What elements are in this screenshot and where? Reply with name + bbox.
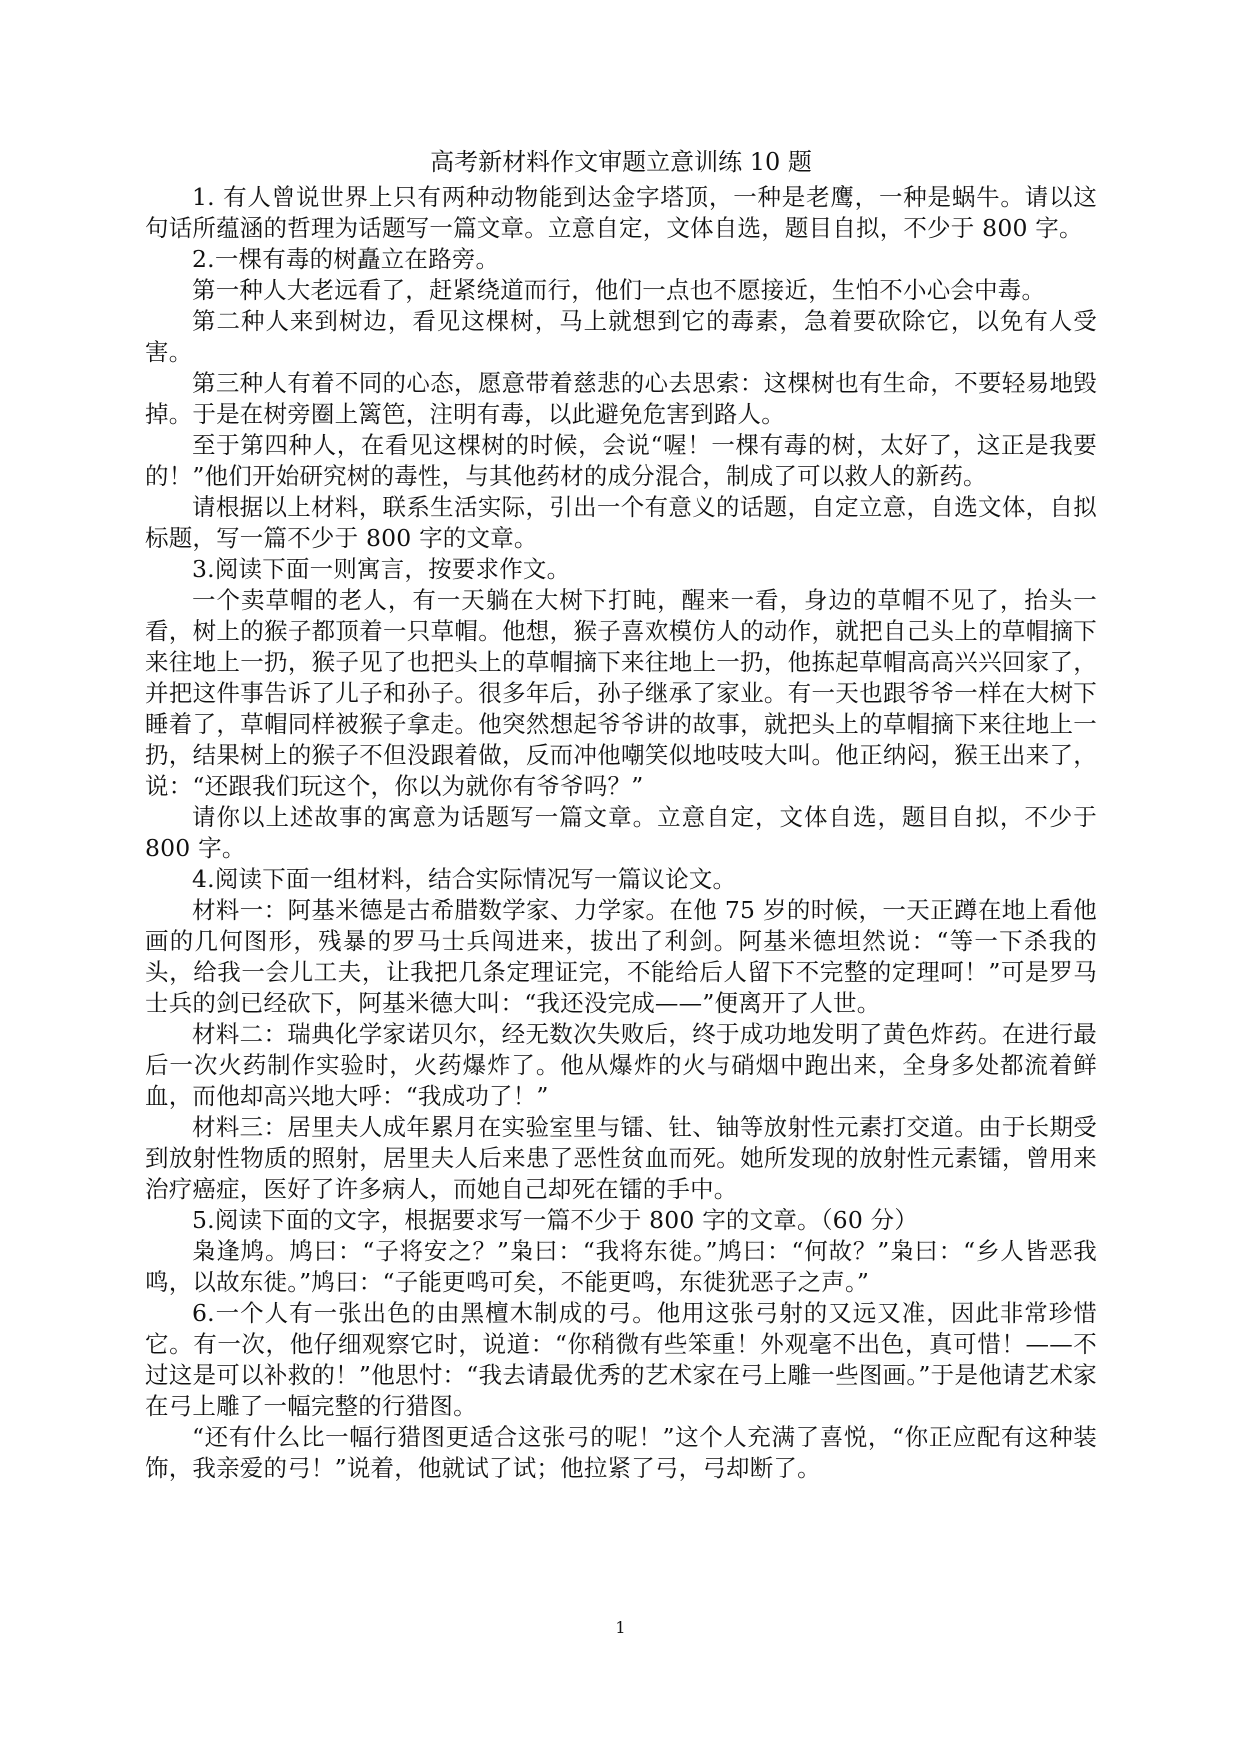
question-5-intro: 5.阅读下面的文字，根据要求写一篇不少于 800 字的文章。（60 分） — [192, 1206, 919, 1234]
question-3-requirement: 请你以上述故事的寓意为话题写一篇文章。立意自定，文体自选，题目自拟，不少于 800 字。 — [145, 803, 1097, 862]
question-2-intro: 2.一棵有毒的树矗立在路旁。 — [192, 245, 500, 273]
question-4-material-3: 材料三：居里夫人成年累月在实验室里与镭、钍、铀等放射性元素打交道。由于长期受到放射性物质的照射，居里夫人后来患了恶性贫血而死。她所发现的放射性元素镭，曾用来治疗癌症，医好了许多病人，而她自己却死在镭的手中。 — [145, 1113, 1097, 1203]
question-2-third-person: 第三种人有着不同的心态，愿意带着慈悲的心去思索：这棵树也有生命，不要轻易地毁掉。于是在树旁圈上篱笆，注明有毒，以此避免危害到路人。 — [145, 369, 1097, 428]
question-1-prompt: 1. 有人曾说世界上只有两种动物能到达金字塔顶，一种是老鹰，一种是蜗牛。请以这句话所蕴涵的哲理为话题写一篇文章。立意自定，文体自选，题目自拟，不少于 800 字。 — [145, 183, 1097, 242]
question-4-intro: 4.阅读下面一组材料，结合实际情况写一篇议论文。 — [192, 865, 737, 893]
question-2-first-person: 第一种人大老远看了，赶紧绕道而行，他们一点也不愿接近，生怕不小心会中毒。 — [192, 276, 1046, 304]
question-4-material-2: 材料二：瑞典化学家诺贝尔，经无数次失败后，终于成功地发明了黄色炸药。在进行最后一次火药制作实验时，火药爆炸了。他从爆炸的火与硝烟中跑出来，全身多处都流着鲜血，而他却高兴地大呼：“我成功了！” — [145, 1020, 1097, 1110]
question-6-ending: “还有什么比一幅行猎图更适合这张弓的呢！”这个人充满了喜悦，“你正应配有这种装饰，我亲爱的弓！”说着，他就试了试；他拉紧了弓，弓却断了。 — [145, 1423, 1097, 1482]
document-title: 高考新材料作文审题立意训练 10 题 — [430, 148, 812, 176]
question-2-second-person: 第二种人来到树边，看见这棵树，马上就想到它的毒素，急着要砍除它，以免有人受害。 — [145, 307, 1097, 366]
question-3-fable: 一个卖草帽的老人，有一天躺在大树下打盹，醒来一看，身边的草帽不见了，抬头一看，树上的猴子都顶着一只草帽。他想，猴子喜欢模仿人的动作，就把自己头上的草帽摘下来往地上一扔，猴子见了也把头上的草帽摘下来往地上一扔，他拣起草帽高高兴兴回家了，并把这件事告诉了儿子和孙子。很多年后，孙子继承了家业。有一天也跟爷爷一样在大树下睡着了，草帽同样被猴子拿走。他突然想起爷爷讲的故事，就把头上的草帽摘下来往地上一扔，结果树上的猴子不但没跟着做，反而冲他嘲笑似地吱吱大叫。他正纳闷，猴王出来了，说：“还跟我们玩这个，你以为就你有爷爷吗？” — [145, 586, 1097, 800]
question-3-intro: 3.阅读下面一则寓言，按要求作文。 — [192, 555, 571, 583]
question-5-text: 枭逢鸠。鸠曰：“子将安之？”枭曰：“我将东徙。”鸠曰：“何故？”枭曰：“乡人皆恶我鸣，以故东徙。”鸠曰：“子能更鸣可矣，不能更鸣，东徙犹恶子之声。” — [145, 1237, 1097, 1296]
page-number: 1 — [615, 1618, 626, 1637]
question-2-requirement: 请根据以上材料，联系生活实际，引出一个有意义的话题，自定立意，自选文体，自拟标题，写一篇不少于 800 字的文章。 — [145, 493, 1097, 552]
document-body — [145, 182, 1097, 1484]
question-6-story: 6.一个人有一张出色的由黑檀木制成的弓。他用这张弓射的又远又准，因此非常珍惜它。有一次，他仔细观察它时，说道：“你稍微有些笨重！外观毫不出色，真可惜！——不过这是可以补救的！”他思忖：“我去请最优秀的艺术家在弓上雕一些图画。”于是他请艺术家在弓上雕了一幅完整的行猎图。 — [145, 1299, 1097, 1420]
question-2-fourth-person: 至于第四种人，在看见这棵树的时候，会说“喔！一棵有毒的树，太好了，这正是我要的！”他们开始研究树的毒性，与其他药材的成分混合，制成了可以救人的新药。 — [145, 431, 1097, 490]
question-4-material-1: 材料一：阿基米德是古希腊数学家、力学家。在他 75 岁的时候，一天正蹲在地上看他画的几何图形，残暴的罗马士兵闯进来，拔出了利剑。阿基米德坦然说：“等一下杀我的头，给我一会儿工夫，让我把几条定理证完，不能给后人留下不完整的定理呵！”可是罗马士兵的剑已经砍下，阿基米德大叫：“我还没完成——”便离开了人世。 — [145, 896, 1097, 1017]
document-page — [145, 146, 1097, 1484]
